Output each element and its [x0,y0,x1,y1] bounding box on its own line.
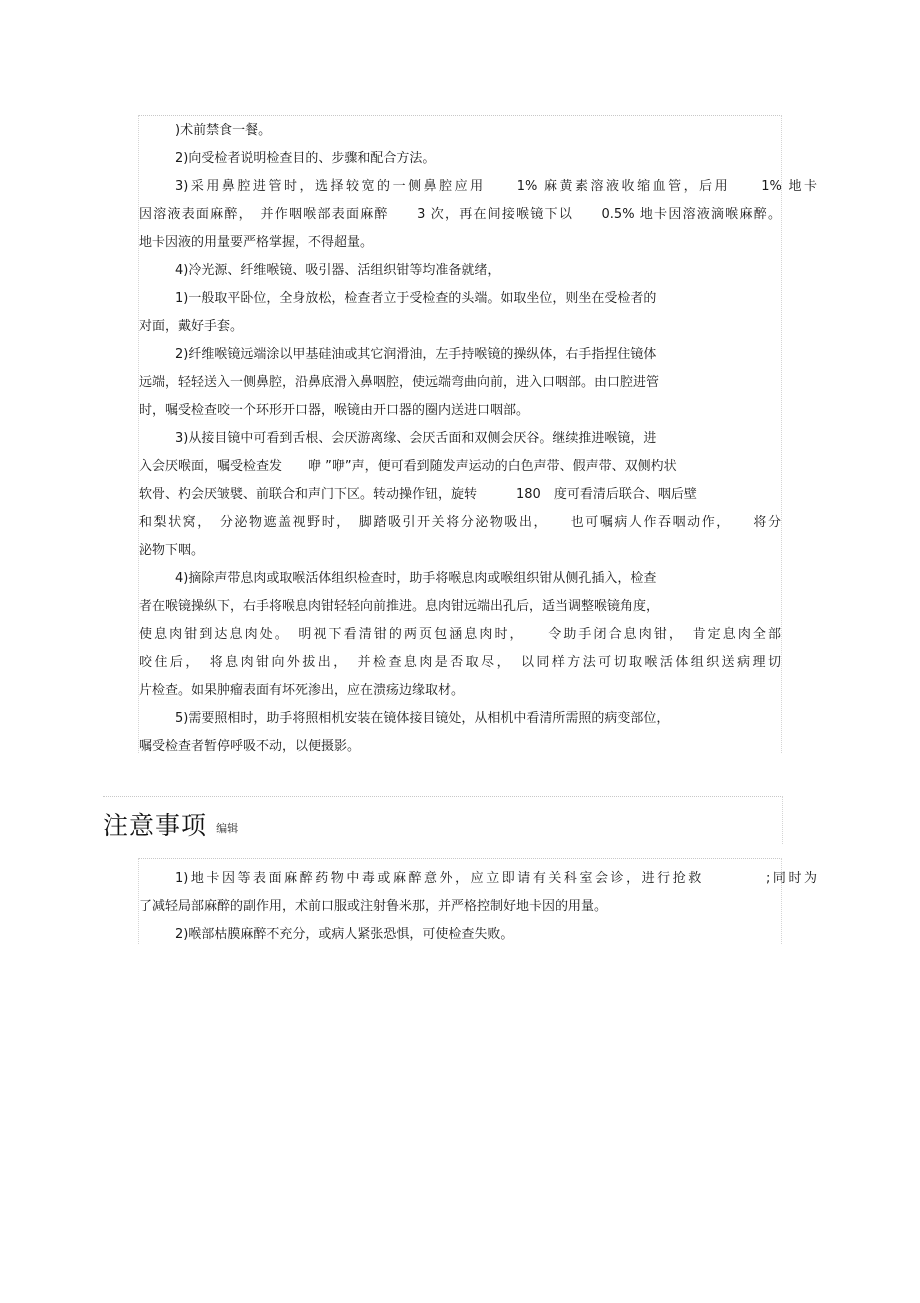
procedure-line: 2)纤维喉镜远端涂以甲基硅油或其它润滑油，左手持喉镜的操纵体，右手指捏住镜体 [175,347,657,362]
procedure-line: 地卡因液的用量要严格掌握，不得超量。 [139,235,374,250]
procedure-line: 和梨状窝， 分泌物遮盖视野时， 脚踏吸引开关将分泌物吸出， 也可嘱病人作吞咽动作， 将分 [139,515,781,530]
procedure-line: 使息肉钳到达息肉处。 明视下看清钳的两页包涵息肉时， 令助手闭合息肉钳， 肯定息肉全部 [139,627,781,642]
procedure-line: 嘱受检查者暂停呼吸不动，以便摄影。 [139,739,361,754]
procedure-line: 片检查。如果肿瘤表面有坏死渗出，应在溃疡边缘取材。 [139,683,465,698]
procedure-line: 1)一般取平卧位，全身放松，检查者立于受检查的头端。如取坐位，则坐在受检者的 [175,291,657,306]
procedure-line: )术前禁食一餐。 [175,123,272,138]
procedure-line: 因溶液表面麻醉， 并作咽喉部表面麻醉 3 次，再在间接喉镜下以 0.5% 地卡因溶液滴喉麻醉。 [139,207,781,222]
procedure-line: 远端，轻轻送入一侧鼻腔，沿鼻底滑入鼻咽腔，使远端弯曲向前，进入口咽部。由口腔进管 [139,375,660,390]
notes-line: 1)地卡因等表面麻醉药物中毒或麻醉意外，应立即请有关科室会诊，进行抢救 ;同时为 [175,871,817,886]
procedure-line: 对面，戴好手套。 [139,319,244,334]
procedure-line: 3)从接目镜中可看到舌根、会厌游离缘、会厌舌面和双侧会厌谷。继续推进喉镜，进 [175,431,657,446]
notes-line: 了减轻局部麻醉的副作用，术前口服或注射鲁米那，并严格控制好地卡因的用量。 [139,899,608,914]
procedure-line: 泌物下咽。 [139,543,205,558]
section-title: 注意事项 [103,811,208,840]
procedure-block [138,115,817,754]
notes-block [138,858,817,944]
procedure-line: 4)冷光源、纤维喉镜、吸引器、活组织钳等均准备就绪， [175,263,501,278]
procedure-line: 时，嘱受检查咬一个环形开口器，喉镜由开口器的圈内送进口咽部。 [139,403,530,418]
section-heading [103,806,238,842]
procedure-line: 2)向受检者说明检查目的、步骤和配合方法。 [175,151,436,166]
procedure-line: 咬住后， 将息肉钳向外拔出， 并检查息肉是否取尽， 以同样方法可切取喉活体组织送病理切 [139,655,781,670]
procedure-line: 4)摘除声带息肉或取喉活体组织检查时，助手将喉息肉或喉组织钳从侧孔插入，检查 [175,571,657,586]
procedure-line: 者在喉镜操纵下，右手将喉息肉钳轻轻向前推进。息肉钳远端出孔后，适当调整喉镜角度， [139,599,660,614]
notes-line: 2)喉部枯膜麻醉不充分，或病人紧张恐惧，可使检查失败。 [175,927,514,942]
procedure-line: 软骨、杓会厌皱襞、前联合和声门下区。转动操作钮，旋转 180 度可看清后联合、咽后壁 [139,487,697,502]
edit-link[interactable]: 编辑 [216,822,239,835]
procedure-line: 入会厌喉面，嘱受检查发 咿 ”咿”声，便可看到随发声运动的白色声带、假声带、双侧杓状 [139,459,677,474]
procedure-line: 3)采用鼻腔进管时，选择较宽的一侧鼻腔应用 1% 麻黄素溶液收缩血管，后用 1% 地卡 [175,179,817,194]
procedure-line: 5)需要照相时，助手将照相机安装在镜体接目镜处，从相机中看清所需照的病变部位， [175,711,670,726]
